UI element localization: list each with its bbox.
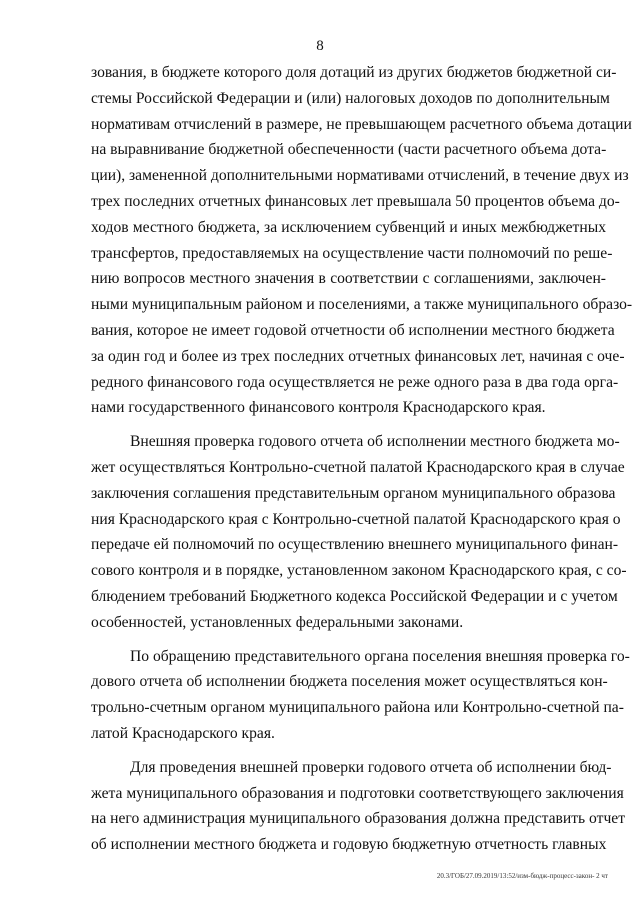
text-line: нами государственного финансового контроля Краснодарского края.	[91, 399, 546, 417]
text-line: ции), замененной дополнительными нормативами отчислений, в течение двух из	[91, 167, 629, 185]
body-text	[91, 60, 633, 858]
text-line: жета муниципального образования и подготовки соответствующего заключения	[91, 784, 624, 802]
text-line: на выравнивание бюджетной обеспеченности (части расчетного объема дота-	[91, 141, 607, 159]
text-line: дового отчета об исполнении бюджета поселения может осуществляться кон-	[91, 673, 608, 691]
text-line: ния Краснодарского края с Контрольно-счетной палатой Краснодарского края о	[91, 510, 621, 528]
paragraph-gap	[91, 636, 606, 644]
text-line: ходов местного бюджета, за исключением субвенций и иных межбюджетных	[91, 218, 606, 236]
paragraph	[91, 755, 626, 858]
paragraph	[91, 644, 630, 747]
text-line: заключения соглашения представительным органом муниципального образова	[91, 484, 616, 502]
text-line: ными муниципальным районом и поселениями, а также муниципального образо-	[91, 296, 633, 314]
text-line: Внешняя проверка годового отчета об исполнении местного бюджета мо-	[130, 433, 620, 451]
text-line: нормативам отчислений в размере, не превышающем расчетного объема дотации	[91, 115, 632, 133]
paragraph-gap	[91, 421, 606, 429]
text-line: По обращению представительного органа поселения внешняя проверка го-	[130, 647, 630, 665]
text-line: редного финансового года осуществляется не реже одного раза в два года орга-	[91, 373, 619, 391]
text-line: трех последних отчетных финансовых лет превышала 50 процентов объема до-	[91, 192, 620, 210]
text-line: зования, в бюджете которого доля дотаций из других бюджетов бюджетной си-	[91, 64, 617, 81]
text-line: жет осуществляться Контрольно-счетной палатой Краснодарского края в случае	[91, 458, 625, 476]
text-line: за один год и более из трех последних отчетных финансовых лет, начиная с оче-	[91, 347, 625, 365]
text-line: сового контроля и в порядке, установленном законом Краснодарского края, с со-	[91, 562, 627, 580]
text-line: нию вопросов местного значения в соответствии с соглашениями, заключен-	[91, 270, 606, 288]
text-line: вания, которое не имеет годовой отчетности об исполнении местного бюджета	[91, 321, 615, 339]
text-line: Для проведения внешней проверки годового отчета об исполнении бюд-	[130, 758, 612, 776]
text-line: стемы Российской Федерации и (или) налоговых доходов по дополнительным	[91, 89, 610, 107]
text-line: передаче ей полномочий по осуществлению внешнего муниципального финан-	[91, 536, 619, 554]
text-line: трольно-счетным органом муниципального района или Контрольно-счетной па-	[91, 699, 624, 717]
text-line: блюдением требований Бюджетного кодекса Российской Федерации и с учетом	[91, 587, 618, 605]
paragraph-gap	[91, 747, 606, 755]
document-footer: 20.3/ГОБ/27.09.2019/13:52/изм-бюдж-процесс-закон- 2 чт	[436, 872, 608, 880]
text-line: латой Краснодарского края.	[91, 724, 275, 742]
page-number: 8	[316, 38, 324, 54]
paragraph	[91, 429, 627, 635]
text-line: об исполнении местного бюджета и годовую бюджетную отчетность главных	[91, 836, 607, 854]
text-line: на него администрация муниципального образования должна представить отчет	[91, 810, 626, 828]
paragraph	[91, 60, 633, 421]
text-line: трансфертов, предоставляемых на осуществление части полномочий по реше-	[91, 244, 613, 262]
text-line: особенностей, установленных федеральными законами.	[91, 613, 464, 631]
